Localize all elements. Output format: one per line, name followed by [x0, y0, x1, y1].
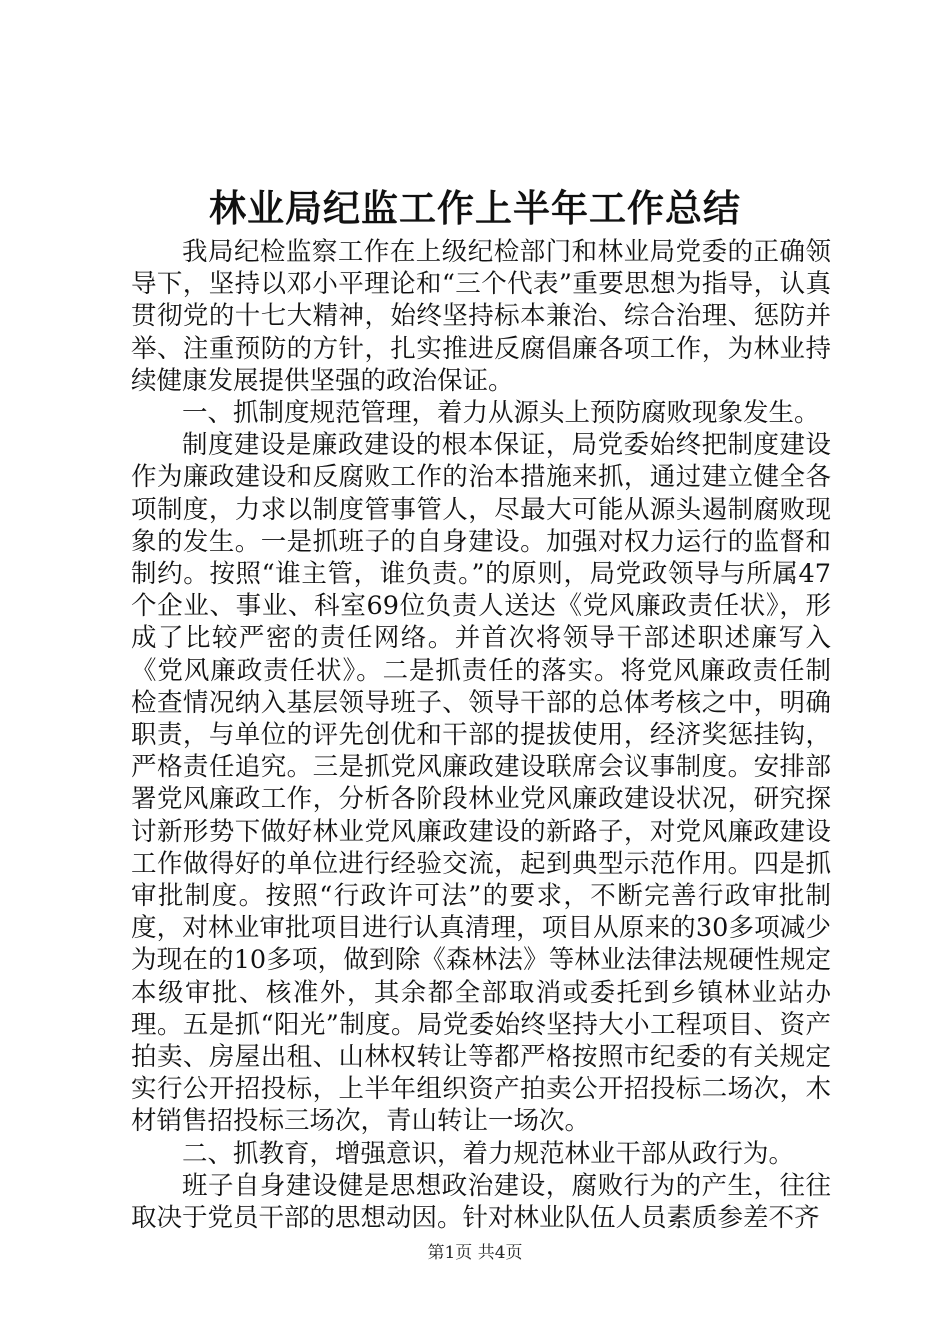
paragraph-education: 班子自身建设健是思想政治建设，腐败行为的产生，往往取决于党员干部的思想动因。针对林业队伍人员素质参差不齐: [131, 1170, 831, 1234]
paragraph-intro: 我局纪检监察工作在上级纪检部门和林业局党委的正确领导下，坚持以邓小平理论和“三个代表”重要思想为指导，认真贯彻党的十七大精神，始终坚持标本兼治、综合治理、惩防并举、注重预防的方针，扎实推进反腐倡廉各项工作，为林业持续健康发展提供坚强的政治保证。: [131, 237, 831, 396]
page-footer: 第1页 共4页: [427, 1243, 523, 1263]
section-heading-1: 一、抓制度规范管理，着力从源头上预防腐败现象发生。: [182, 398, 820, 429]
paragraph-system-building: 制度建设是廉政建设的根本保证，局党委始终把制度建设作为廉政建设和反腐败工作的治本措施来抓，通过建立健全各项制度，力求以制度管事管人，尽最大可能从源头遏制腐败现象的发生。一是抓班子的自身建设。加强对权力运行的监督和制约。按照“谁主管，谁负责。”的原则，局党政领导与所属47个企业、事业、科室69位负责人送达《党风廉政责任状》，形成了比较严密的责任网络。并首次将领导干部述职述廉写入《党风廉政责任状》。二是抓责任的落实。将党风廉政责任制检查情况纳入基层领导班子、领导干部的总体考核之中，明确职责，与单位的评先创优和干部的提拔使用，经济奖惩挂钩，严格责任追究。三是抓党风廉政建设联席会议事制度。安排部署党风廉政工作，分析各阶段林业党风廉政建设状况，研究探讨新形势下做好林业党风廉政建设的新路子，对党风廉政建设工作做得好的单位进行经验交流，起到典型示范作用。四是抓审批制度。按照“行政许可法”的要求，不断完善行政审批制度，对林业审批项目进行认真清理，项目从原来的30多项减少为现在的10多项，做到除《森林法》等林业法律法规硬性规定本级审批、核准外，其余都全部取消或委托到乡镇林业站办理。五是抓“阳光”制度。局党委始终坚持大小工程项目、资产拍卖、房屋出租、山林权转让等都严格按照市纪委的有关规定实行公开招投标，上半年组织资产拍卖公开招投标二场次，木材销售招投标三场次，青山转让一场次。: [131, 430, 831, 1137]
document-body: [131, 236, 831, 1234]
section-heading-2: 二、抓教育，增强意识，着力规范林业干部从政行为。: [182, 1138, 795, 1169]
document-title: 林业局纪监工作上半年工作总结: [209, 187, 741, 230]
